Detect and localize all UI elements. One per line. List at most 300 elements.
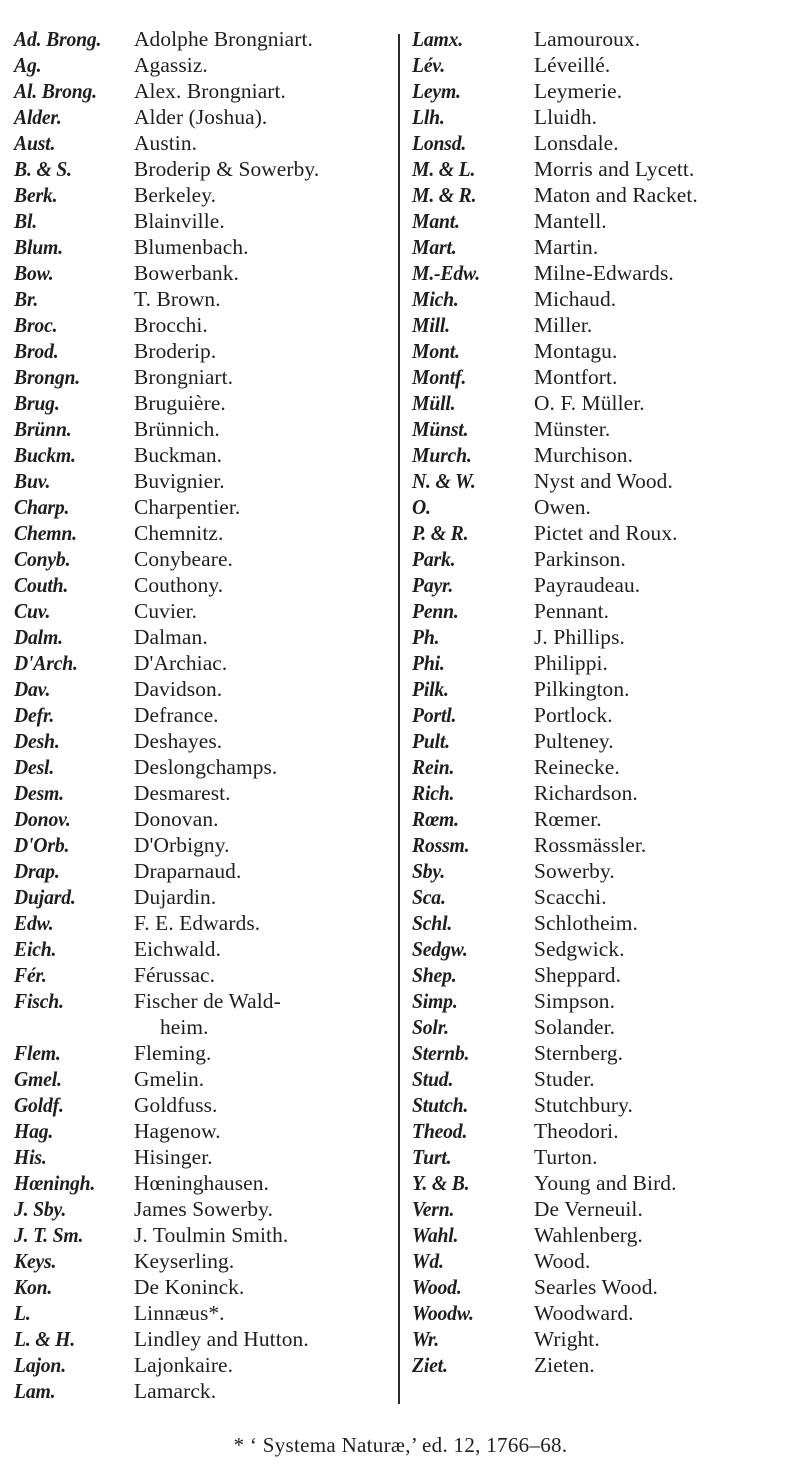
abbreviation-entry xyxy=(412,1118,797,1144)
author-name-text: Rœmer. xyxy=(534,807,602,831)
abbreviation-entry xyxy=(412,1092,797,1118)
author-name-text: Fischer de Wald- xyxy=(134,989,281,1013)
author-name xyxy=(534,780,638,806)
author-name xyxy=(134,442,222,468)
author-name-text: J. Phillips. xyxy=(534,625,625,649)
author-name xyxy=(534,234,598,260)
author-name-text: Payraudeau. xyxy=(534,573,641,597)
author-name xyxy=(134,546,233,572)
author-name-text: Sedgwick. xyxy=(534,937,625,961)
abbreviation: Desl. xyxy=(14,755,55,779)
author-name xyxy=(534,1066,595,1092)
author-name xyxy=(134,1170,269,1196)
author-name-text: Mantell. xyxy=(534,209,607,233)
author-name xyxy=(534,156,694,182)
abbreviation-entry xyxy=(412,754,797,780)
author-name xyxy=(534,312,592,338)
abbreviation: Phi. xyxy=(412,651,445,675)
abbreviation-entry xyxy=(412,1040,797,1066)
abbreviation-entry xyxy=(412,416,797,442)
author-name xyxy=(134,1040,211,1066)
author-name xyxy=(134,754,277,780)
abbreviation-entry xyxy=(412,858,797,884)
author-name xyxy=(134,104,267,130)
author-name xyxy=(534,104,597,130)
author-name-text: Portlock. xyxy=(534,703,613,727)
author-name-text: Zieten. xyxy=(534,1353,595,1377)
abbreviation-entry xyxy=(412,260,797,286)
author-name xyxy=(534,182,698,208)
author-name-text: Wood. xyxy=(534,1249,591,1273)
author-name xyxy=(134,1196,273,1222)
abbreviation: B. & S. xyxy=(14,157,72,181)
author-name-text: De Koninck. xyxy=(134,1275,245,1299)
abbreviation: Wd. xyxy=(412,1249,444,1273)
abbreviation-entry xyxy=(14,78,394,104)
author-name-text: Hœninghausen. xyxy=(134,1171,269,1195)
left-abbreviation-column xyxy=(14,26,394,1404)
author-name xyxy=(534,754,620,780)
author-name xyxy=(534,1118,619,1144)
abbreviation: Fisch. xyxy=(14,989,64,1013)
abbreviation: Al. Brong. xyxy=(14,79,97,103)
abbreviation-entry xyxy=(412,1170,797,1196)
abbreviation: Lam. xyxy=(14,1379,56,1403)
author-name xyxy=(134,52,208,78)
author-name xyxy=(534,676,630,702)
author-name-text: Bruguière. xyxy=(134,391,226,415)
author-name-text: Lamarck. xyxy=(134,1379,217,1403)
abbreviation-entry xyxy=(412,936,797,962)
abbreviation: Brug. xyxy=(14,391,60,415)
abbreviation-entry xyxy=(412,702,797,728)
author-name xyxy=(134,650,227,676)
abbreviation: Buckm. xyxy=(14,443,76,467)
abbreviation: L. xyxy=(14,1301,31,1325)
author-name xyxy=(134,1222,288,1248)
author-name xyxy=(134,1066,204,1092)
author-name-text: Solander. xyxy=(534,1015,616,1039)
abbreviation: Bow. xyxy=(14,261,54,285)
abbreviation-entry xyxy=(412,1222,797,1248)
abbreviation-entry xyxy=(14,130,394,156)
author-name-text: D'Archiac. xyxy=(134,651,228,675)
abbreviation: Payr. xyxy=(412,573,454,597)
abbreviation-entry xyxy=(14,702,394,728)
abbreviation: Kon. xyxy=(14,1275,53,1299)
abbreviation: Alder. xyxy=(14,105,62,129)
abbreviation-entry xyxy=(412,234,797,260)
author-name-text: Sternberg. xyxy=(534,1041,624,1065)
author-name-text: Buckman. xyxy=(134,443,223,467)
author-name xyxy=(534,52,610,78)
author-name-text: Charpentier. xyxy=(134,495,241,519)
author-name xyxy=(134,858,241,884)
abbreviation-entry xyxy=(412,208,797,234)
abbreviation-entry xyxy=(14,1378,394,1404)
author-name-text: Keyserling. xyxy=(134,1249,235,1273)
abbreviation-entry xyxy=(412,546,797,572)
abbreviation: Müll. xyxy=(412,391,456,415)
abbreviation-entry xyxy=(14,910,394,936)
author-name xyxy=(134,910,260,936)
author-name-text: Agassiz. xyxy=(134,53,208,77)
author-name xyxy=(134,1300,225,1326)
author-name-text: Michaud. xyxy=(534,287,617,311)
abbreviation: His. xyxy=(14,1145,47,1169)
abbreviation-entry xyxy=(412,962,797,988)
author-name-text: Léveillé. xyxy=(534,53,611,77)
abbreviation: Wood. xyxy=(412,1275,462,1299)
author-name xyxy=(534,364,618,390)
author-name-text: Couthony. xyxy=(134,573,224,597)
author-name-text: Milne-Edwards. xyxy=(534,261,674,285)
author-name-text: Berkeley. xyxy=(134,183,217,207)
footnote: * ‘ Systema Naturæ,’ ed. 12, 1766–68. xyxy=(233,1433,568,1457)
abbreviation: J. T. Sm. xyxy=(14,1223,84,1247)
abbreviation-entry xyxy=(412,1274,797,1300)
abbreviation: Theod. xyxy=(412,1119,468,1143)
author-name xyxy=(534,572,640,598)
author-name-text: F. E. Edwards. xyxy=(134,911,261,935)
author-name-text: Alex. Brongniart. xyxy=(134,79,286,103)
author-name-text: Young and Bird. xyxy=(534,1171,677,1195)
author-name-text: Morris and Lycett. xyxy=(534,157,695,181)
abbreviation-entry xyxy=(412,468,797,494)
abbreviation: Charp. xyxy=(14,495,70,519)
abbreviation: L. & H. xyxy=(14,1327,76,1351)
author-name xyxy=(134,806,219,832)
abbreviation-entry xyxy=(14,728,394,754)
author-name xyxy=(534,1040,623,1066)
abbreviation: Lév. xyxy=(412,53,445,77)
abbreviation-entry xyxy=(412,650,797,676)
abbreviation: Rossm. xyxy=(412,833,470,857)
author-name-text: Scacchi. xyxy=(534,885,607,909)
author-name xyxy=(534,1196,643,1222)
abbreviation-entry xyxy=(14,572,394,598)
author-name-text: Miller. xyxy=(534,313,593,337)
author-name-text: Brongniart. xyxy=(134,365,234,389)
author-name-text: Blainville. xyxy=(134,209,225,233)
abbreviation: Berk. xyxy=(14,183,58,207)
author-name xyxy=(134,962,215,988)
abbreviation-entry xyxy=(14,234,394,260)
abbreviation: Dav. xyxy=(14,677,51,701)
author-name-text: Desmarest. xyxy=(134,781,231,805)
author-name xyxy=(134,390,226,416)
author-name-continuation: heim. xyxy=(160,1015,209,1039)
abbreviation-entry xyxy=(412,1326,797,1352)
author-name-text: Lluidh. xyxy=(534,105,598,129)
abbreviation: Llh. xyxy=(412,105,445,129)
abbreviation-entry xyxy=(412,78,797,104)
abbreviation: Sby. xyxy=(412,859,445,883)
author-name xyxy=(134,728,222,754)
author-name-text: Deshayes. xyxy=(134,729,223,753)
abbreviation: Sedgw. xyxy=(412,937,468,961)
abbreviation-entry xyxy=(14,1066,394,1092)
author-name-text: Defrance. xyxy=(134,703,219,727)
abbreviation-entry xyxy=(412,1196,797,1222)
abbreviation: Dujard. xyxy=(14,885,76,909)
abbreviation: Keys. xyxy=(14,1249,57,1273)
author-name xyxy=(534,806,602,832)
abbreviation: Brod. xyxy=(14,339,59,363)
author-name-text: Chemnitz. xyxy=(134,521,224,545)
abbreviation-entry xyxy=(14,858,394,884)
author-name-text: Dujardin. xyxy=(134,885,217,909)
author-name xyxy=(134,1326,309,1352)
author-name xyxy=(534,1352,595,1378)
abbreviation-entry xyxy=(14,1092,394,1118)
abbreviation: Ag. xyxy=(14,53,42,77)
author-name xyxy=(134,1274,244,1300)
abbreviation: M. & R. xyxy=(412,183,477,207)
author-name-text: Férussac. xyxy=(134,963,216,987)
author-name xyxy=(134,1248,234,1274)
author-name xyxy=(534,1014,615,1040)
author-name-text: Martin. xyxy=(534,235,599,259)
author-name xyxy=(134,1118,221,1144)
abbreviation-entry xyxy=(14,962,394,988)
abbreviation: Murch. xyxy=(412,443,472,467)
abbreviation: Gmel. xyxy=(14,1067,62,1091)
abbreviation: Eich. xyxy=(14,937,57,961)
abbreviation-entry xyxy=(412,494,797,520)
abbreviation-entry xyxy=(14,598,394,624)
author-name xyxy=(134,1092,218,1118)
abbreviation-entry xyxy=(412,1144,797,1170)
abbreviation: Portl. xyxy=(412,703,457,727)
abbreviation-entry xyxy=(14,208,394,234)
author-name xyxy=(534,910,638,936)
abbreviation-entry xyxy=(14,520,394,546)
abbreviation-entry xyxy=(14,1196,394,1222)
abbreviation-entry xyxy=(14,1274,394,1300)
author-name xyxy=(534,624,625,650)
author-name xyxy=(534,936,625,962)
abbreviation: Y. & B. xyxy=(412,1171,470,1195)
abbreviation: Montf. xyxy=(412,365,467,389)
author-name-text: Reinecke. xyxy=(534,755,620,779)
abbreviation-entry xyxy=(14,988,394,1040)
author-name xyxy=(134,520,223,546)
abbreviation-entry xyxy=(14,1222,394,1248)
abbreviation-entry xyxy=(412,572,797,598)
author-name-text: Maton and Racket. xyxy=(534,183,698,207)
abbreviation-entry xyxy=(14,1326,394,1352)
author-name xyxy=(134,494,240,520)
abbreviation-entry xyxy=(14,390,394,416)
author-name-text: Broderip & Sowerby. xyxy=(134,157,320,181)
author-name-text: Sowerby. xyxy=(534,859,615,883)
abbreviation-entry xyxy=(14,624,394,650)
abbreviation-entry xyxy=(14,650,394,676)
author-name-text: Conybeare. xyxy=(134,547,234,571)
author-name xyxy=(534,390,645,416)
abbreviation: Ph. xyxy=(412,625,440,649)
author-name xyxy=(534,702,613,728)
author-name xyxy=(534,286,616,312)
author-name-text: Turton. xyxy=(534,1145,598,1169)
author-name xyxy=(134,884,216,910)
author-name-text: Lajonkaire. xyxy=(134,1353,234,1377)
author-name-text: Philippi. xyxy=(534,651,609,675)
author-name-text: Austin. xyxy=(134,131,198,155)
author-name-text: Sheppard. xyxy=(534,963,622,987)
abbreviation: O. xyxy=(412,495,431,519)
author-name-text: Pennant. xyxy=(534,599,610,623)
abbreviation: Mont. xyxy=(412,339,460,363)
author-name xyxy=(134,936,221,962)
abbreviation: Mill. xyxy=(412,313,450,337)
abbreviation: Wahl. xyxy=(412,1223,459,1247)
abbreviation: Pult. xyxy=(412,729,450,753)
abbreviation-entry xyxy=(412,286,797,312)
abbreviation: Rein. xyxy=(412,755,455,779)
author-name-text: Lonsdale. xyxy=(534,131,619,155)
abbreviation-entry xyxy=(14,442,394,468)
author-name-text: Schlotheim. xyxy=(534,911,638,935)
abbreviation-entry xyxy=(412,910,797,936)
abbreviation-entry xyxy=(14,806,394,832)
author-name-text: Davidson. xyxy=(134,677,223,701)
author-name xyxy=(134,598,197,624)
author-name-text: Blumenbach. xyxy=(134,235,249,259)
author-name xyxy=(534,494,591,520)
abbreviation-entry xyxy=(14,260,394,286)
author-name-text: James Sowerby. xyxy=(134,1197,274,1221)
author-name-text: Cuvier. xyxy=(134,599,198,623)
author-name xyxy=(134,676,222,702)
abbreviation-entry xyxy=(14,1040,394,1066)
abbreviation-entry xyxy=(14,676,394,702)
author-name xyxy=(134,312,208,338)
abbreviation: Rich. xyxy=(412,781,455,805)
abbreviation-entry xyxy=(412,884,797,910)
author-name-text: Nyst and Wood. xyxy=(534,469,673,493)
abbreviation-entry xyxy=(412,598,797,624)
abbreviation: Wr. xyxy=(412,1327,439,1351)
author-name xyxy=(134,26,313,52)
author-name xyxy=(134,156,319,182)
abbreviation-entry xyxy=(412,624,797,650)
abbreviation-entry xyxy=(14,1300,394,1326)
author-name-text: Owen. xyxy=(534,495,591,519)
author-name-text: Dalman. xyxy=(134,625,208,649)
author-name-text: Broderip. xyxy=(134,339,217,363)
author-name-text: Gmelin. xyxy=(134,1067,205,1091)
author-name-text: T. Brown. xyxy=(134,287,221,311)
abbreviation: M.-Edw. xyxy=(412,261,480,285)
abbreviation: Donov. xyxy=(14,807,71,831)
abbreviation: Solr. xyxy=(412,1015,449,1039)
abbreviation: M. & L. xyxy=(412,157,476,181)
author-name-text: Bowerbank. xyxy=(134,261,239,285)
abbreviation-entry xyxy=(14,546,394,572)
author-name-text: Richardson. xyxy=(534,781,638,805)
author-name xyxy=(134,572,223,598)
abbreviation-entry xyxy=(412,520,797,546)
abbreviation: Lonsd. xyxy=(412,131,467,155)
abbreviation-entry xyxy=(412,390,797,416)
abbreviation: Brongn. xyxy=(14,365,80,389)
abbreviation-entry xyxy=(412,832,797,858)
abbreviation: Mart. xyxy=(412,235,457,259)
abbreviation: Sternb. xyxy=(412,1041,470,1065)
author-name xyxy=(534,338,617,364)
abbreviation-entry xyxy=(412,1066,797,1092)
author-name xyxy=(534,1170,677,1196)
abbreviation: Couth. xyxy=(14,573,69,597)
abbreviation-entry xyxy=(14,1118,394,1144)
author-name xyxy=(534,728,614,754)
author-name-text: Pictet and Roux. xyxy=(534,521,678,545)
right-abbreviation-column xyxy=(412,26,797,1378)
abbreviation: Rœm. xyxy=(412,807,459,831)
abbreviation: Edw. xyxy=(14,911,54,935)
abbreviation-entry xyxy=(412,182,797,208)
author-name xyxy=(134,780,231,806)
author-name xyxy=(534,546,626,572)
author-name xyxy=(534,416,610,442)
author-name xyxy=(534,468,673,494)
author-name xyxy=(534,1274,658,1300)
abbreviation-entry xyxy=(14,780,394,806)
author-name-text: O. F. Müller. xyxy=(534,391,645,415)
abbreviation-entry xyxy=(412,806,797,832)
abbreviation-entry xyxy=(412,442,797,468)
author-name-text: Stutchbury. xyxy=(534,1093,633,1117)
abbreviation: Fér. xyxy=(14,963,47,987)
author-name xyxy=(134,1352,233,1378)
author-name-text: Brocchi. xyxy=(134,313,208,337)
abbreviation: Desh. xyxy=(14,729,60,753)
abbreviation: Leym. xyxy=(412,79,461,103)
abbreviation-entry xyxy=(14,1248,394,1274)
abbreviation: Mich. xyxy=(412,287,459,311)
author-name-text: Adolphe Brongniart. xyxy=(134,27,313,51)
abbreviation-entry xyxy=(412,312,797,338)
author-name xyxy=(134,988,281,1040)
abbreviation-entry xyxy=(412,728,797,754)
abbreviation-entry xyxy=(14,26,394,52)
author-name xyxy=(534,260,674,286)
author-name-text: Eichwald. xyxy=(134,937,222,961)
abbreviation: Defr. xyxy=(14,703,55,727)
abbreviation: Br. xyxy=(14,287,39,311)
author-name xyxy=(534,598,609,624)
author-name xyxy=(134,286,221,312)
author-name-text: Draparnaud. xyxy=(134,859,242,883)
abbreviation: Aust. xyxy=(14,131,56,155)
abbreviation: N. & W. xyxy=(412,469,476,493)
abbreviation-entry xyxy=(412,988,797,1014)
author-name xyxy=(134,832,230,858)
abbreviation-entry xyxy=(412,1248,797,1274)
author-name-text: Montagu. xyxy=(534,339,618,363)
author-name-text: Lamouroux. xyxy=(534,27,641,51)
author-name-text: De Verneuil. xyxy=(534,1197,643,1221)
abbreviation-entry xyxy=(412,676,797,702)
abbreviation-entry xyxy=(14,312,394,338)
author-name xyxy=(134,260,239,286)
abbreviation-entry xyxy=(14,182,394,208)
abbreviation-entry xyxy=(14,416,394,442)
abbreviation: Dalm. xyxy=(14,625,63,649)
author-name-text: Simpson. xyxy=(534,989,616,1013)
